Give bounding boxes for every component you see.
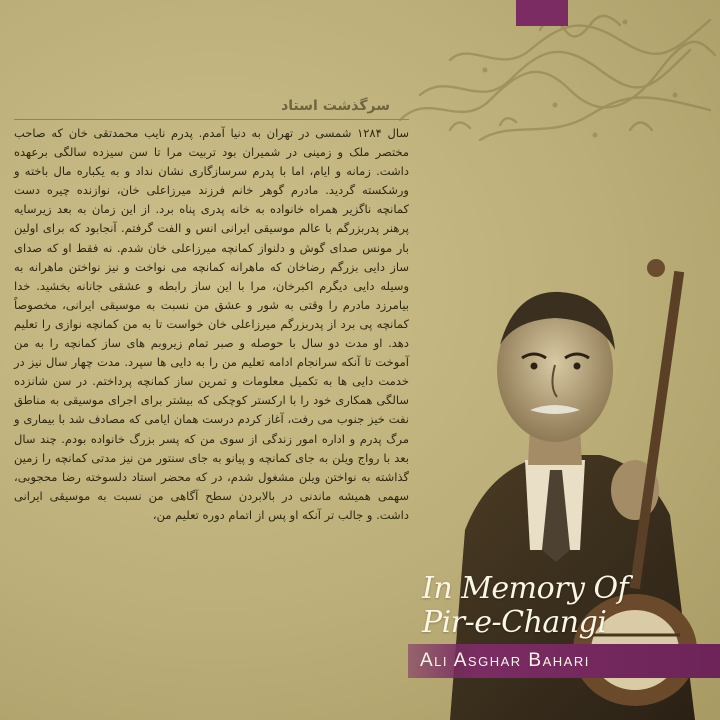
accent-square	[516, 0, 568, 26]
biography-text	[14, 124, 409, 525]
title-line-1: In Memory Of	[422, 571, 629, 606]
biography-paragraph: سال ۱۲۸۴ شمسی در تهران به دنیا آمدم. پدرم نایب محمدتقی خان که صاحب مختصر ملک و زمینی در شمیران بود تربیت مرا تا سن سیزده سالگی برعهده داشت. زمانه و ایام، اما با پدرم سرسازگاری نشان نداد و به یکباره مال باخته و ورشکسته گردید. مادرم گوهر خانم فرزند میرزاعلی خان، نوازنده چیره دست کمانچه ناگزیر همراه خانواده به خانه پدری پناه برد. از این زمان به بعد زیرسایه پرهنر پدربزرگم با عالم موسیقی ایرانی انس و الفت گرفتم. آنجابود که برای اولین بار مونس صدای گوش و دلنواز کمانچه میرزاعلی خان شدم. نه فقط او که صدای ساز دایی بزرگم رضاخان که ماهرانه کمانچه می نواخت و نیز نواختن ماهرانه به وسیله دایی دیگرم اکبرخان، مرا با این ساز رابطه و عشقی جانانه بخشید. خدا بیامرزد مادرم را وقتی به شور و عشق من نسبت به موسیقی ایرانی، مخصوصاً کمانچه پی برد از پدربزرگم میرزاعلی خان خواست تا به من کمانچه نوازی را تعلیم دهد. او مدت دو سال با حوصله و صبر تمام زیروبم های ساز کمانچه را به من آموخت تا آنکه سرانجام ادامه تعلیم من را به دایی ها سپرد. مدت چهار سال نیز در خدمت دایی ها به تکمیل معلومات و تمرین ساز کمانچه پرداختم. در سن شانزده سالگی همکاری خود را با ارکستر کوچکی که بیشتر برای اجرای موسیقی به مناطق نفت خیز جنوب می رفت، آغاز کردم درست همان ایامی که مصادف شد با بیماری و مرگ پدرم و اداره امور زندگی از سوی من که پسر بزرگ خانواده بودم. چند سال بعد با رواج ویلن به جای کمانچه و پیانو به جای سنتور من نیز مدتی کمانچه را زمین گذاشته به نواختن ویلن مشغول شدم، در که محضر استاد دلسوخته رضا محجوبی، سهمی همیشه ماندنی در بالابردن سطح آگاهی من نسبت به موسیقی ایرانی داشت. و جالب تر آنکه او پس از اتمام دوره تعلیم من،	[14, 126, 409, 522]
heading-divider	[14, 119, 409, 120]
author-name: Ali Asghar Bahari	[420, 650, 590, 671]
album-title	[420, 572, 720, 640]
title-line-2: Pir-e-Changi	[422, 605, 607, 640]
section-heading: سرگذشت استاد	[281, 98, 390, 114]
